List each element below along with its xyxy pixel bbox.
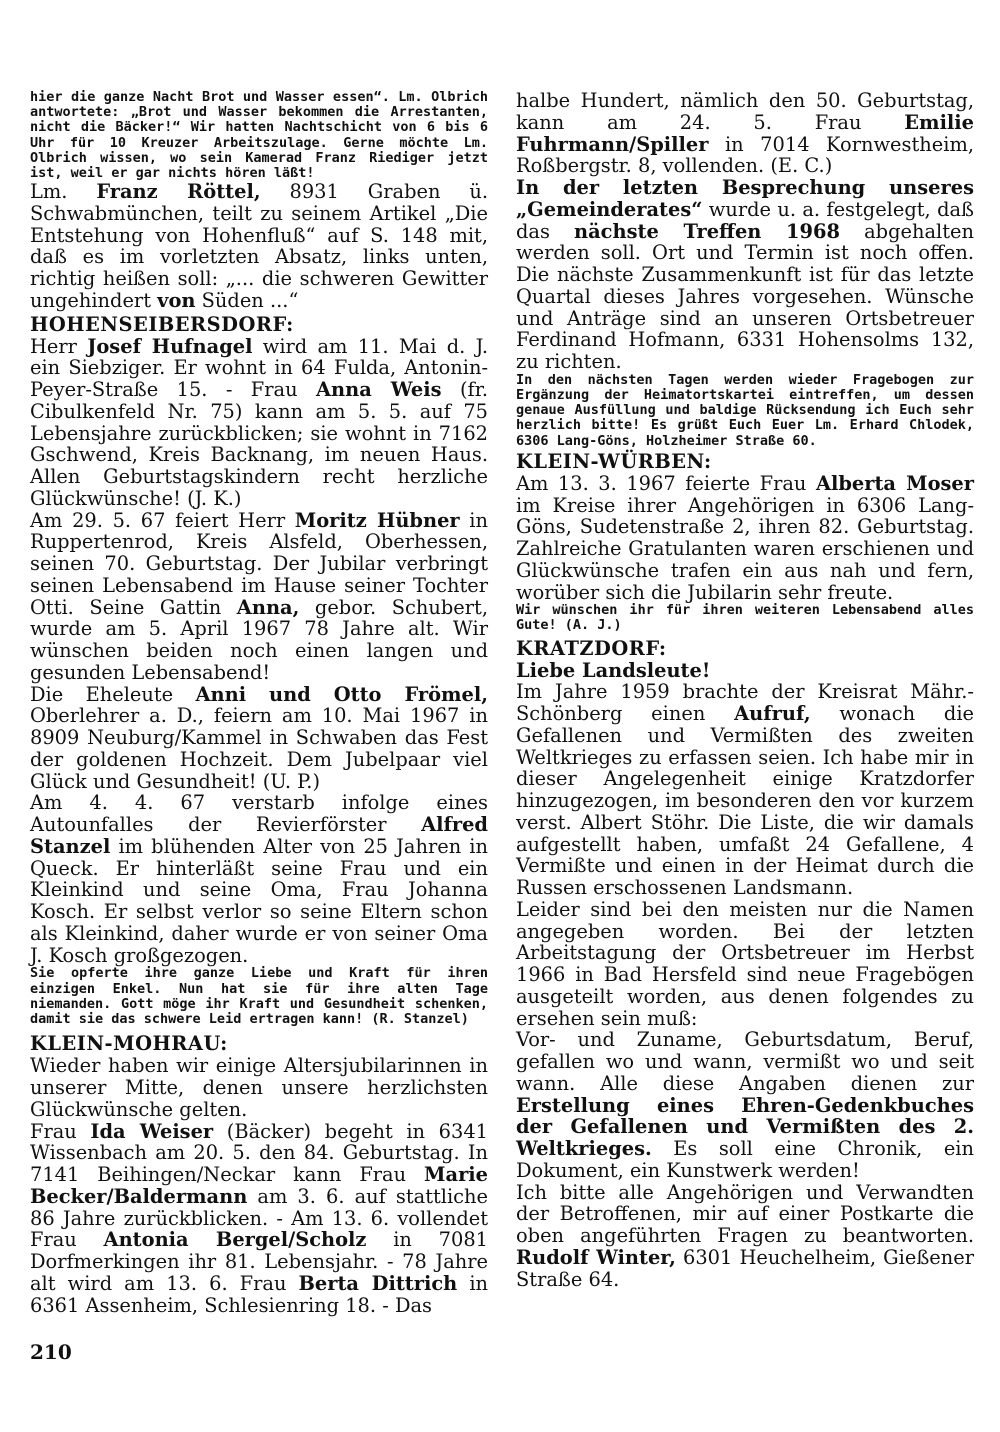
left-column [30,90,488,1316]
paragraph: Wir wünschen ihr für ihren weiteren Lebensabend alles Gute! (A. J.) [516,602,974,634]
section-heading: KRATZDORF: [516,636,667,660]
paragraph: Wieder haben wir einige Altersjubilarinnen in unserer Mitte, denen unsere herzlichsten Glückwünsche gelten. [30,1054,488,1121]
section-heading: KLEIN-WÜRBEN: [516,449,712,473]
paragraph: hier die ganze Nacht Brot und Wasser essen“. Lm. Olbrich antwortete: „Brot und Wasser bekommen die Arrestanten, nicht die Bäcker!“ Wir hatten Nachtschicht von 6 bis 6 Uhr für 10 Kreuzer Arbeitszulage. Gerne möchte Lm. Olbrich wissen, wo sein Kamerad Franz Riediger jetzt ist, weil er gar nichts hören läßt! [30,89,488,182]
paragraph: halbe Hundert, nämlich den 50. Geburtstag, kann am 24. 5. Frau Emilie Fuhrmann/Spiller in 7014 Kornwestheim, Roßbergstr. 8, vollenden. (E. C.) [516,89,974,178]
page-number: 210 [30,1340,72,1364]
paragraph: Sie opferte ihre ganze Liebe und Kraft für ihren einzigen Enkel. Nun hat sie für ihre alten Tage niemanden. Gott möge ihr Kraft und Gesundheit schenken, damit sie das schwere Leid ertragen kann! (R. Stanzel) [30,965,488,1028]
section-heading: KLEIN-MOHRAU: [30,1032,228,1056]
paragraph: Frau Ida Weiser (Bäcker) begeht in 6341 Wissenbach am 20. 5. den 84. Geburtstag. In 7141 Beihingen/Neckar kann Frau Marie Becker/Baldermann am 3. 6. auf stattliche 86 Jahre zurückblicken. - Am 13. 6. vollendet Frau Antonia Bergel/Scholz in 7081 Dorfmerkingen ihr 81. Lebensjahr. - 78 Jahre alt wird am 13. 6. Frau Berta Dittrich in 6361 Assenheim, Schlesienring 18. - Das [30,1119,489,1317]
paragraph: Die Eheleute Anni und Otto Frömel, Oberlehrer a. D., feiern am 10. Mai 1967 in 8909 Neuburg/Kammel in Schwaben das Fest der goldenen Hochzeit. Dem Jubelpaar viel Glück und Gesundheit! (U. P.) [30,682,488,793]
paragraph: Vor- und Zuname, Geburtsdatum, Beruf, gefallen wo und wann, vermißt wo und seit wann. Alle diese Angaben dienen zur Erstellung eines Ehren-Gedenkbuches der Gefallenen und Vermißten des 2. Weltkrieges. Es soll eine Chronik, ein Dokument, ein Kunstwerk werden! [516,1028,974,1182]
paragraph: Ich bitte alle Angehörigen und Verwandten der Betroffenen, mir auf einer Postkarte die oben angeführten Fragen zu beantworten. Rudolf Winter, 6301 Heuchelheim, Gießener Straße 64. [516,1180,975,1291]
paragraph: In den nächsten Tagen werden wieder Fragebogen zur Ergänzung der Heimatortskartei eintreffen, um dessen genaue Ausfüllung und baldige Rücksendung ich Euch sehr herzlich bitte! Es grüßt Euch Euer Lm. Erhard Chlodek, 6306 Lang-Göns, Holzheimer Straße 60. [516,371,974,449]
subheading: Liebe Landsleute! [516,658,711,682]
paragraph: In der letzten Besprechung unseres „Gemeinderates“ wurde u. a. festgelegt, daß das nächste Treffen 1968 abgehalten werden soll. Ort und Termin ist noch offen. Die nächste Zusammenkunft ist für das letzte Quartal dieses Jahres vorgesehen. Wünsche und Anträge sind an unseren Ortsbetreuer Ferdinand Hofmann, 6331 Hohensolms 132, zu richten. [516,176,974,373]
paragraph: Am 13. 3. 1967 feierte Frau Alberta Moser im Kreise ihrer Angehörigen in 6306 Lang-Göns, Sudetenstraße 2, ihren 82. Geburtstag. Zahlreiche Gratulanten waren erschienen und Glückwünsche trafen ein aus nah und fern, worüber sich die Jubilarin sehr freute. [516,471,974,604]
section-heading: HOHENSEIBERSDORF: [30,312,294,336]
paragraph: Leider sind bei den meisten nur die Namen angegeben worden. Bei der letzten Arbeitstagung der Ortsbetreuer im Herbst 1966 in Bad Hersfeld sind neue Fragebögen ausgeteilt worden, aus denen folgendes zu ersehen sein muß: [516,897,974,1030]
paragraph: Im Jahre 1959 brachte der Kreisrat Mähr.-Schönberg einen Aufruf, wonach die Gefallenen und Vermißten des zweiten Weltkrieges zu erfassen seien. Ich habe mir in dieser Angelegenheit einige Kratzdorfer hinzugezogen, im besonderen den vor kurzem verst. Albert Stöhr. Die Liste, die wir damals aufgestellt haben, umfaßt 24 Gefallene, 4 Vermißte und einen in der Heimat durch die Russen erschossenen Landsmann. [516,680,975,900]
paragraph: Am 29. 5. 67 feiert Herr Moritz Hübner in Ruppertenrod, Kreis Alsfeld, Oberhessen, seinen 70. Geburtstag. Der Jubilar verbringt seinen Lebensabend im Hause seiner Tochter Otti. Seine Gattin Anna, gebor. Schubert, wurde am 5. April 1967 78 Jahre alt. Wir wünschen beiden noch einen langen und gesunden Lebensabend! [30,508,488,684]
paragraph: Lm. Franz Röttel, 8931 Graben ü. Schwabmünchen, teilt zu seinem Artikel „Die Entstehung von Hohenfluß“ auf S. 148 mit, daß es im vorletzten Absatz, links unten, richtig heißen soll: „... die schweren Gewitter ungehindert von Süden ...“ [30,180,489,312]
right-column [516,90,974,1290]
paragraph: Am 4. 4. 67 verstarb infolge eines Autounfalles der Revierförster Alfred Stanzel im blühenden Alter von 25 Jahren in Queck. Er hinterläßt seine Frau und ein Kleinkind und seine Oma, Frau Johanna Kosch. Er selbst verlor so seine Eltern schon als Kleinkind, daher wurde er von seiner Oma J. Kosch großgezogen. [30,791,488,967]
paragraph: Herr Josef Hufnagel wird am 11. Mai d. J. ein Siebziger. Er wohnt in 64 Fulda, Antonin-Peyer-Straße 15. - Frau Anna Weis (fr. Cibulkenfeld Nr. 75) kann am 5. 5. auf 75 Lebensjahre zurückblicken; sie wohnt in 7162 Gschwend, Kreis Backnang, im neuen Haus. Allen Geburtstagskindern recht herzliche Glückwünsche! (J. K.) [30,334,488,510]
